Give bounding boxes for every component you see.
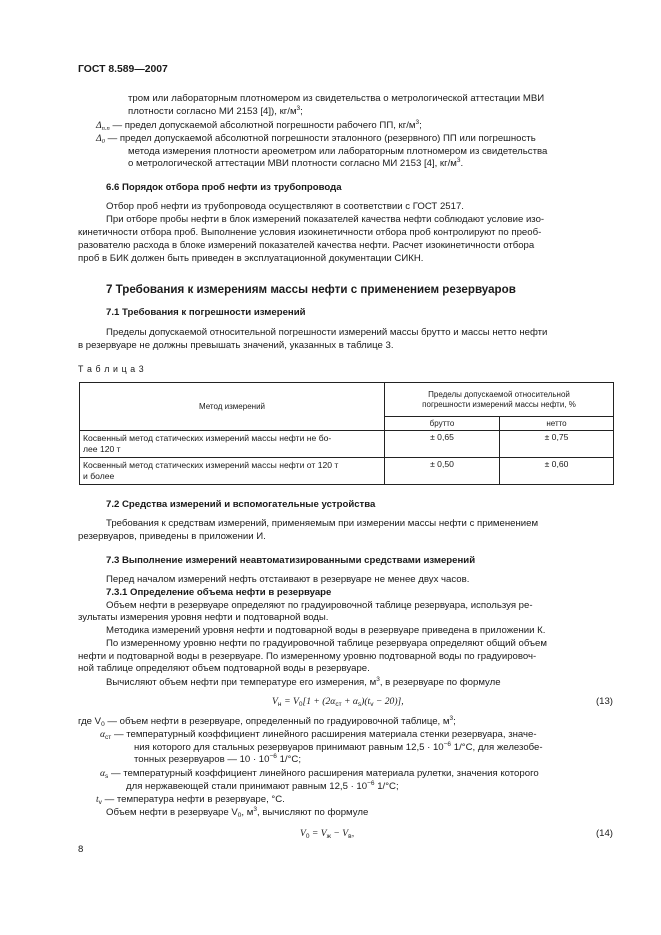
table-cell-brutto: ± 0,65 [385,431,500,458]
definition-delta-pp: $\Delta_{п.п}$ — предел допускаемой абсолютной погрешности рабочего ПП, $кг/м^3$; [96,119,422,132]
table-row [80,431,614,458]
text-line: Методика измерений уровня нефти и подтоварной воды в резервуаре приведена в приложении К. [106,625,546,636]
text-line: ной таблице определяют объем подтоварной воды в резервуаре. [78,663,370,674]
table-cell-method: Косвенный метод статических измерений массы нефти не бо- лее 120 т [80,431,385,458]
definition-alpha-st: $\alpha_{ст}$ — температурный коэффициент линейного расширения материала стенки резервуара, значе- [100,729,537,741]
formula-number-14: (14) [595,828,613,839]
table-cell-netto: ± 0,75 [500,431,614,458]
formula-13: $V_н = V_0[1 + (2\alpha_{ст} + \alpha_s)(t_v - 20)]$, [272,696,404,708]
page-number: 8 [78,844,84,855]
table-header-brutto: брутто [385,417,500,431]
section-title-7-2: 7.2 Средства измерений и вспомогательные устройства [106,499,376,510]
text-line: Требования к средствам измерений, применяемым при измерении массы нефти с применением [106,518,539,529]
text-line: тром или лабораторным плотномером из свидетельства о метрологической аттестации МВИ [128,93,545,104]
text-line: о метрологической аттестации МВИ плотности согласно МИ 2153 [4], $кг/м^3$. [128,157,464,169]
section-title-7-3: 7.3 Выполнение измерений неавтоматизированными средствами измерений [106,555,476,566]
section-title-7-3-1: 7.3.1 Определение объема нефти в резервуаре [106,587,332,598]
text-line: резервуаров, приведены в приложении И. [78,531,266,542]
table-header-limits: Пределы допускаемой относительной погрешности измерений массы нефти, % [385,383,614,417]
definition-alpha-s: $\alpha_s$ — температурный коэффициент линейного расширения материала рулетки, значения которого [100,768,539,780]
text-line: кинетичности отбора проб. Выполнение условия изокинетичности отбора проб контролируют по преоб- [78,227,542,238]
table-cell-brutto: ± 0,50 [385,458,500,485]
text-line: ния которого для стальных резервуаров принимают равным $12,5 \cdot 10^{-6}$ 1/°С, для железобе- [134,741,543,753]
section-title-6-6: 6.6 Порядок отбора проб нефти из трубопровода [106,182,342,193]
page-header: ГОСТ 8.589—2007 [78,64,168,75]
text-line: в резервуаре не должны превышать значений, указанных в таблице 3. [78,340,394,351]
text-line: для нержавеющей стали принимают равным $12,5 \cdot 10^{-6}$ 1/°С; [126,780,399,792]
table-cell-netto: ± 0,60 [500,458,614,485]
table-row [80,458,614,485]
text-line: проб в БИК должен быть приведен в эксплуатационной документации СИКН. [78,253,424,264]
text-line: Объем нефти в резервуаре определяют по градуировочной таблице резервуара, используя ре- [106,600,533,611]
text-line: При отборе пробы нефти в блок измерений показателей качества нефти соблюдают условие изо- [106,214,545,225]
section-title-7: 7 Требования к измерениям массы нефти с применением резервуаров [106,283,516,296]
text-line: метода измерения плотности ареометром или лабораторным плотномером из свидетельства [128,146,548,157]
text-line: Перед началом измерений нефть отстаивают в резервуаре не менее двух часов. [106,574,470,585]
table-header-netto: нетто [500,417,614,431]
text-line: плотности согласно МИ 2153 [4]), $кг/м^3$; [128,105,303,117]
text-line: нефти и подтоварной воды в резервуаре. По измеренному уровню подтоварной воды по градуировоч- [78,651,537,662]
text-line: Отбор проб нефти из трубопровода осуществляют в соответствии с ГОСТ 2517. [106,201,464,212]
text-line: Вычисляют объем нефти при температуре его измерения, $м^3$, в резервуаре по формуле [106,676,501,688]
table-caption: Т а б л и ц а 3 [78,364,145,374]
text-line: По измеренному уровню нефти по градуировочной таблице резервуара определяют общий объем [106,638,547,649]
text-line: тонных резервуаров — $10 \cdot 10^{-6}$ 1/°С; [134,753,302,765]
text-line: зультаты измерения уровня нефти и подтоварной воды. [78,612,329,623]
definition-delta-0: $\Delta_0$ — предел допускаемой абсолютной погрешности эталонного (резервного) ПП или погрешность [96,133,536,145]
formula-number-13: (13) [595,696,613,707]
formula-14: $V_0 = V_ж - V_в$, [300,828,355,840]
table-cell-method: Косвенный метод статических измерений массы нефти от 120 т и более [80,458,385,485]
text-line: разователю расхода в блоке измерений показателей качества нефти. Расчет изокинетичности отбора [78,240,535,251]
table-3 [79,382,614,485]
table-header-method: Метод измерений [80,383,385,431]
text-line: Пределы допускаемой относительной погрешности измерений массы брутто и массы нетто нефти [106,327,548,338]
section-title-7-1: 7.1 Требования к погрешности измерений [106,307,306,318]
definition-tv: $t_v$ — температура нефти в резервуаре, °С. [96,794,285,806]
text-line: Объем нефти в резервуаре $V_0$, $м^3$, вычисляют по формуле [106,806,369,819]
definition-v0: где $V_0$ — объем нефти в резервуаре, определенный по градуировочной таблице, $м^3$; [78,715,456,728]
